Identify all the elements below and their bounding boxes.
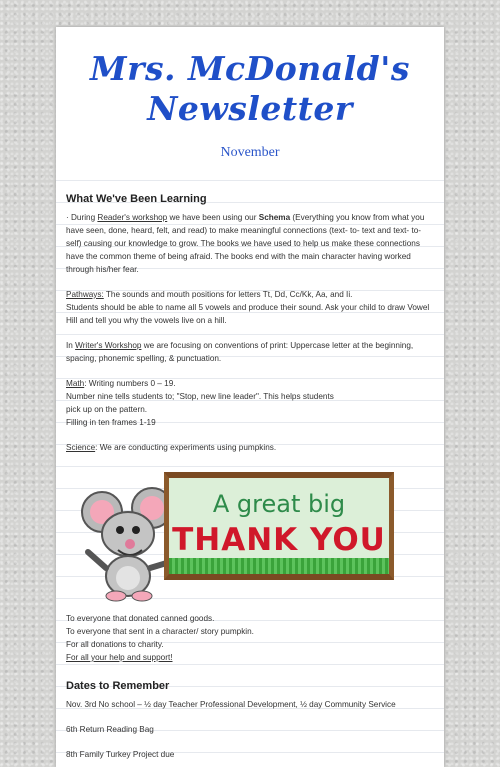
thanks-list: [66, 612, 434, 664]
math-paragraph: [66, 377, 434, 429]
writers-workshop-paragraph: [66, 339, 434, 365]
pathways-paragraph: [66, 288, 434, 327]
math-text: : Writing numbers 0 – 19.: [84, 379, 176, 388]
sign-line-1: A great big: [212, 490, 346, 518]
math-link[interactable]: Math: [66, 379, 85, 388]
readers-workshop-link[interactable]: Reader's workshop: [97, 213, 168, 222]
writers-workshop-link[interactable]: Writer's Workshop: [75, 341, 142, 350]
newsletter-title: Mrs. McDonald's Newsletter: [90, 49, 410, 128]
schema-term: Schema: [258, 213, 291, 222]
science-paragraph: [66, 441, 434, 454]
writers-lead: In: [66, 341, 76, 350]
pathways-text-2: Students should be able to name all 5 vowels and produce their sound. Ask your child to draw Vowel Hill and tell you why the vowels live on a hill.: [66, 303, 430, 325]
thanks-item: For all donations to charity.: [66, 640, 164, 649]
thank-you-image: [66, 462, 434, 612]
newsletter-header: [56, 27, 444, 177]
pathways-text: The sounds and mouth positions for letters Tt, Dd, Cc/Kk, Aa, and Ii.: [103, 290, 353, 299]
grass-strip: [169, 558, 389, 574]
readers-workshop-paragraph: [66, 211, 434, 276]
learning-heading: What We've Been Learning: [66, 193, 207, 205]
thank-you-sign: [164, 472, 394, 580]
learning-section: [56, 177, 444, 664]
math-line-4: Filling in ten frames 1-19: [66, 418, 156, 427]
pathways-link[interactable]: Pathways:: [66, 290, 104, 299]
science-link[interactable]: Science: [66, 443, 96, 452]
newsletter-paper: [56, 27, 444, 767]
date-item: 6th Return Reading Bag: [66, 725, 154, 734]
thanks-item-link[interactable]: For all your help and support!: [66, 653, 173, 662]
sign-line-2: THANK YOU: [172, 522, 386, 558]
math-line-2: Number nine tells students to; "Stop, new line leader". This helps students: [66, 392, 334, 401]
date-item: 8th Family Turkey Project due: [66, 750, 175, 759]
writers-text: we are focusing on conventions of print: Uppercase letter at the beginning, spacing, phonemic spelling, & punctuation.: [66, 341, 414, 363]
thanks-item: To everyone that donated canned goods.: [66, 614, 215, 623]
p1-rest: (Everything you know from what you have seen, done, heard, felt, and read) to make meaningful connections (text- to- text and text- to-self) causing our knowledge to grow. The books we have used to help us make these connections have the common theme of being afraid. The books end with the main character having worked through his/her fear.: [66, 213, 425, 274]
dates-heading: Dates to Remember: [66, 680, 170, 692]
thanks-item: To everyone that sent in a character/ story pumpkin.: [66, 627, 254, 636]
science-text: : We are conducting experiments using pumpkins.: [95, 443, 277, 452]
p1-lead: · During: [66, 213, 98, 222]
dates-section: [56, 664, 444, 761]
math-line-3: pick up on the pattern.: [66, 405, 148, 414]
newsletter-subtitle: November: [220, 145, 280, 160]
p1-mid: we have been using our: [167, 213, 259, 222]
date-item: Nov. 3rd No school – ½ day Teacher Professional Development, ½ day Community Service: [66, 700, 396, 709]
